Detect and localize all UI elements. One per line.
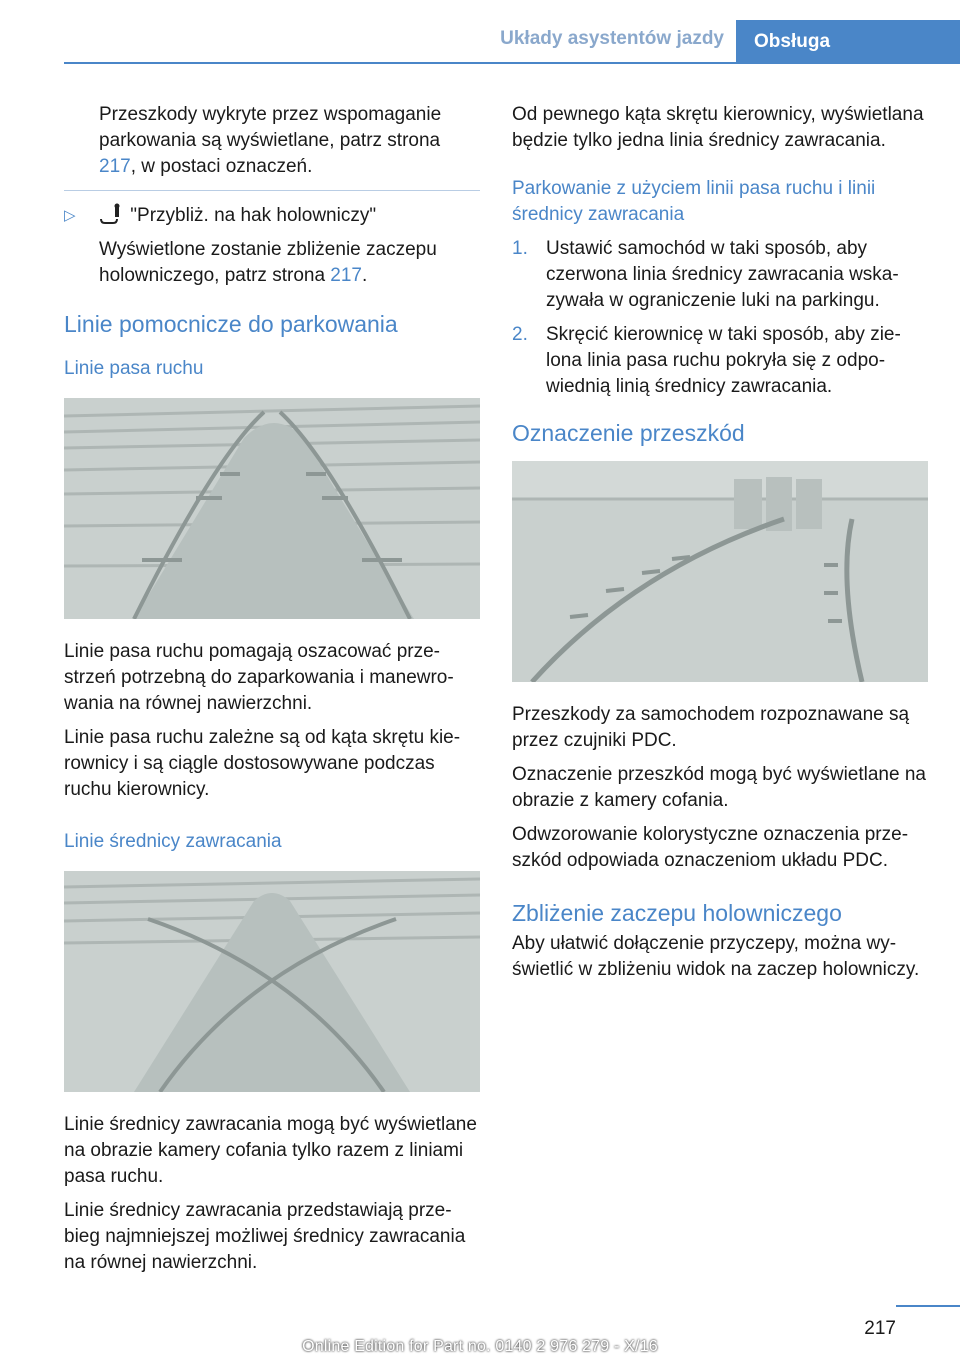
lane-paragraph-2: Linie pasa ruchu zależne są od kąta skrętu kierownicy i są ciągle dostosowywane podczas ruchu kierownicy. bbox=[64, 727, 461, 800]
page-number: 217 bbox=[864, 1318, 896, 1339]
bullet-description: Wyświetlone zostanie zbliżenie zaczepu holowniczego, patrz strona 217. bbox=[99, 239, 437, 286]
obstacle-marking-figure bbox=[512, 461, 928, 682]
heading-hitch-zoom: Zbliżenie zaczepu holowniczego bbox=[512, 900, 842, 926]
left-column bbox=[64, 102, 480, 1284]
obstacle-paragraph-3: Odwzorowanie kolorystyczne oznaczenia przeszkód odpowiada oznaczeniom układu PDC. bbox=[512, 824, 909, 871]
divider bbox=[64, 190, 480, 191]
header-tab: Obsługa bbox=[736, 20, 960, 64]
hitch-paragraph: Aby ułatwić dołączenie przyczepy, można wyświetlić w zbliżeniu widok na zaczep holowniczy. bbox=[512, 933, 920, 980]
triangle-bullet-icon: ▷ bbox=[64, 207, 76, 224]
steer-paragraph: Od pewnego kąta skrętu kierownicy, wyświetlana będzie tylko jedna linia średnicy zawracania. bbox=[512, 104, 924, 151]
bullet-label: "Przybliż. na hak holowniczy" bbox=[130, 205, 377, 226]
heading-turning-circle: Linie średnicy zawracania bbox=[64, 831, 282, 852]
page-link[interactable]: 217 bbox=[99, 156, 131, 177]
turning-circle-figure bbox=[64, 871, 480, 1092]
heading-parking-lines: Linie pomocnicze do parkowania bbox=[64, 311, 398, 337]
lane-lines-figure bbox=[64, 398, 480, 619]
footer-rule bbox=[896, 1305, 960, 1307]
bullet-item bbox=[64, 203, 480, 229]
list-item: 1. Ustawić samochód w taki sposób, aby czerwona linia średnicy zawracania wskazywała w ograniczenie luki na parkingu. bbox=[512, 238, 899, 311]
heading-lane-lines: Linie pasa ruchu bbox=[64, 358, 204, 379]
intro-paragraph: Przeszkody wykryte przez wspomaganie parkowania są wyświetlane, patrz strona 217, w postaci oznaczeń. bbox=[99, 104, 442, 177]
header-section-title: Układy asystentów jazdy bbox=[500, 28, 724, 49]
tow-hitch-icon bbox=[99, 203, 125, 225]
heading-park-with-lines: Parkowanie z użyciem linii pasa ruchu i linii średnicy zawracania bbox=[512, 178, 876, 225]
obstacle-paragraph-1: Przeszkody za samochodem rozpoznawane są przez czujniki PDC. bbox=[512, 704, 910, 751]
page-link[interactable]: 217 bbox=[330, 265, 362, 286]
header-rule bbox=[64, 62, 896, 64]
edition-footer: Online Edition for Part no. 0140 2 976 279 - X/16 bbox=[302, 1338, 658, 1355]
turning-paragraph-1: Linie średnicy zawracania mogą być wyświetlane na obrazie kamery cofania tylko razem z liniami pasa ruchu. bbox=[64, 1114, 477, 1187]
obstacle-paragraph-2: Oznaczenie przeszkód mogą być wyświetlane na obrazie z kamery cofania. bbox=[512, 764, 926, 811]
list-item: 2. Skręcić kierownicę w taki sposób, aby zielona linia pasa ruchu pokryła się z odpowiednią linią średnicy zawracania. bbox=[512, 324, 901, 397]
heading-obstacle-marking: Oznaczenie przeszkód bbox=[512, 420, 745, 446]
turning-paragraph-2: Linie średnicy zawracania przedstawiają przebieg najmniejszej możliwej średnicy zawracania na równej nawierzchni. bbox=[64, 1200, 466, 1273]
lane-paragraph-1: Linie pasa ruchu pomagają oszacować przestrzeń potrzebną do zaparkowania i manewrowania na równej nawierzchni. bbox=[64, 641, 454, 714]
right-column bbox=[512, 102, 928, 991]
